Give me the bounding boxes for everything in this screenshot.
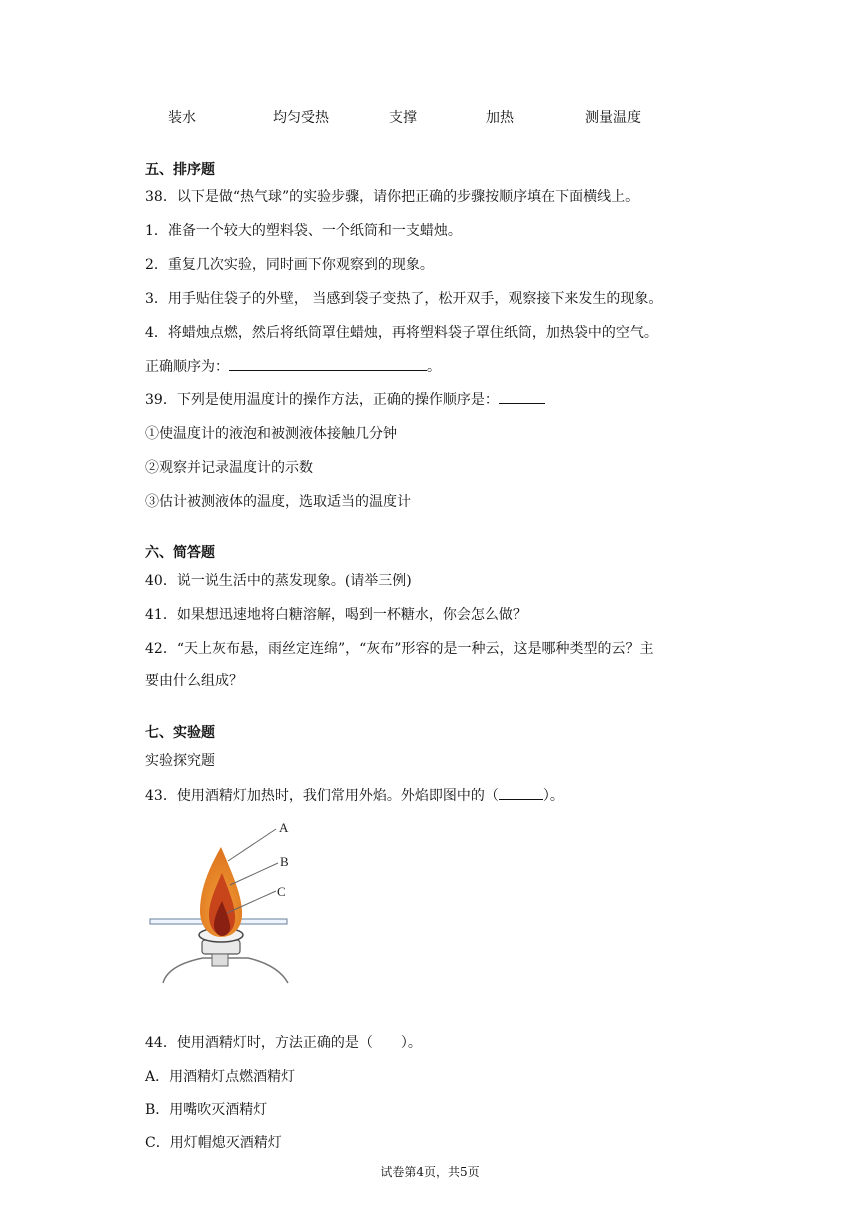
q44-option-b[interactable]: B．用嘴吹灭酒精灯 xyxy=(145,1102,268,1118)
q39-item-1: ①使温度计的液泡和被测液体接触几分钟 xyxy=(145,426,397,442)
alcohol-lamp-flame-figure xyxy=(148,815,298,985)
answer-blank-43[interactable] xyxy=(499,785,543,800)
answer-blank-39[interactable] xyxy=(499,389,545,404)
question-43-suffix: ）。 xyxy=(542,788,564,804)
q39-item-3: ③估计被测液体的温度，选取适当的温度计 xyxy=(145,494,411,510)
section-heading-short-answer: 六、简答题 xyxy=(145,545,215,561)
wick-tube xyxy=(212,954,228,966)
option-fill-water: 装水 xyxy=(168,110,196,126)
question-41: 41．如果想迅速地将白糖溶解，喝到一杯糖水，你会怎么做？ xyxy=(145,607,527,623)
subheading-experiment-inquiry: 实验探究题 xyxy=(145,753,215,769)
section-heading-experiment: 七、实验题 xyxy=(145,725,215,741)
option-measure-temperature: 测量温度 xyxy=(585,110,641,126)
question-42-line-2: 要由什么组成？ xyxy=(145,673,243,689)
label-c: C xyxy=(277,884,286,899)
step-4: 4．将蜡烛点燃，然后将纸筒罩住蜡烛，再将塑料袋子罩住纸筒，加热袋中的空气。 xyxy=(145,325,658,341)
option-heating: 加热 xyxy=(486,110,514,126)
question-38: 38．以下是做“热气球”的实验步骤，请你把正确的步骤按顺序填在下面横线上。 xyxy=(145,189,640,205)
leader-line-b xyxy=(230,863,278,885)
question-39-text: 39．下列是使用温度计的操作方法，正确的操作顺序是： xyxy=(145,392,499,408)
label-b: B xyxy=(280,854,289,869)
page-footer: 试卷第4页，共5页 xyxy=(380,1165,480,1179)
order-label: 正确顺序为： xyxy=(145,359,229,375)
q39-item-2: ②观察并记录温度计的示数 xyxy=(145,460,313,476)
question-44: 44．使用酒精灯时，方法正确的是（ ）。 xyxy=(145,1035,422,1051)
order-end: 。 xyxy=(427,359,441,375)
step-3: 3．用手贴住袋子的外壁， 当感到袋子变热了，松开双手，观察接下来发生的现象。 xyxy=(145,291,663,307)
question-40: 40．说一说生活中的蒸发现象。(请举三例) xyxy=(145,573,412,589)
answer-line-38 xyxy=(145,356,441,376)
option-even-heating: 均匀受热 xyxy=(273,110,329,126)
section-heading-ordering: 五、排序题 xyxy=(145,162,215,178)
q44-option-a[interactable]: A．用酒精灯点燃酒精灯 xyxy=(145,1069,296,1085)
q44-option-c[interactable]: C．用灯帽熄灭酒精灯 xyxy=(145,1135,282,1151)
option-support: 支撑 xyxy=(389,110,417,126)
label-a: A xyxy=(279,820,289,835)
question-42-line-1: 42．“天上灰布悬，雨丝定连绵”，“灰布”形容的是一种云，这是哪种类型的云？主 xyxy=(145,641,654,657)
step-1: 1．准备一个较大的塑料袋、一个纸筒和一支蜡烛。 xyxy=(145,223,462,239)
answer-blank-38[interactable] xyxy=(229,356,427,371)
leader-line-a xyxy=(228,829,276,861)
step-2: 2．重复几次实验，同时画下你观察到的现象。 xyxy=(145,257,434,273)
question-43-text: 43．使用酒精灯加热时，我们常用外焰。外焰即图中的（ xyxy=(145,788,499,804)
question-43 xyxy=(145,785,564,805)
question-39 xyxy=(145,389,545,409)
